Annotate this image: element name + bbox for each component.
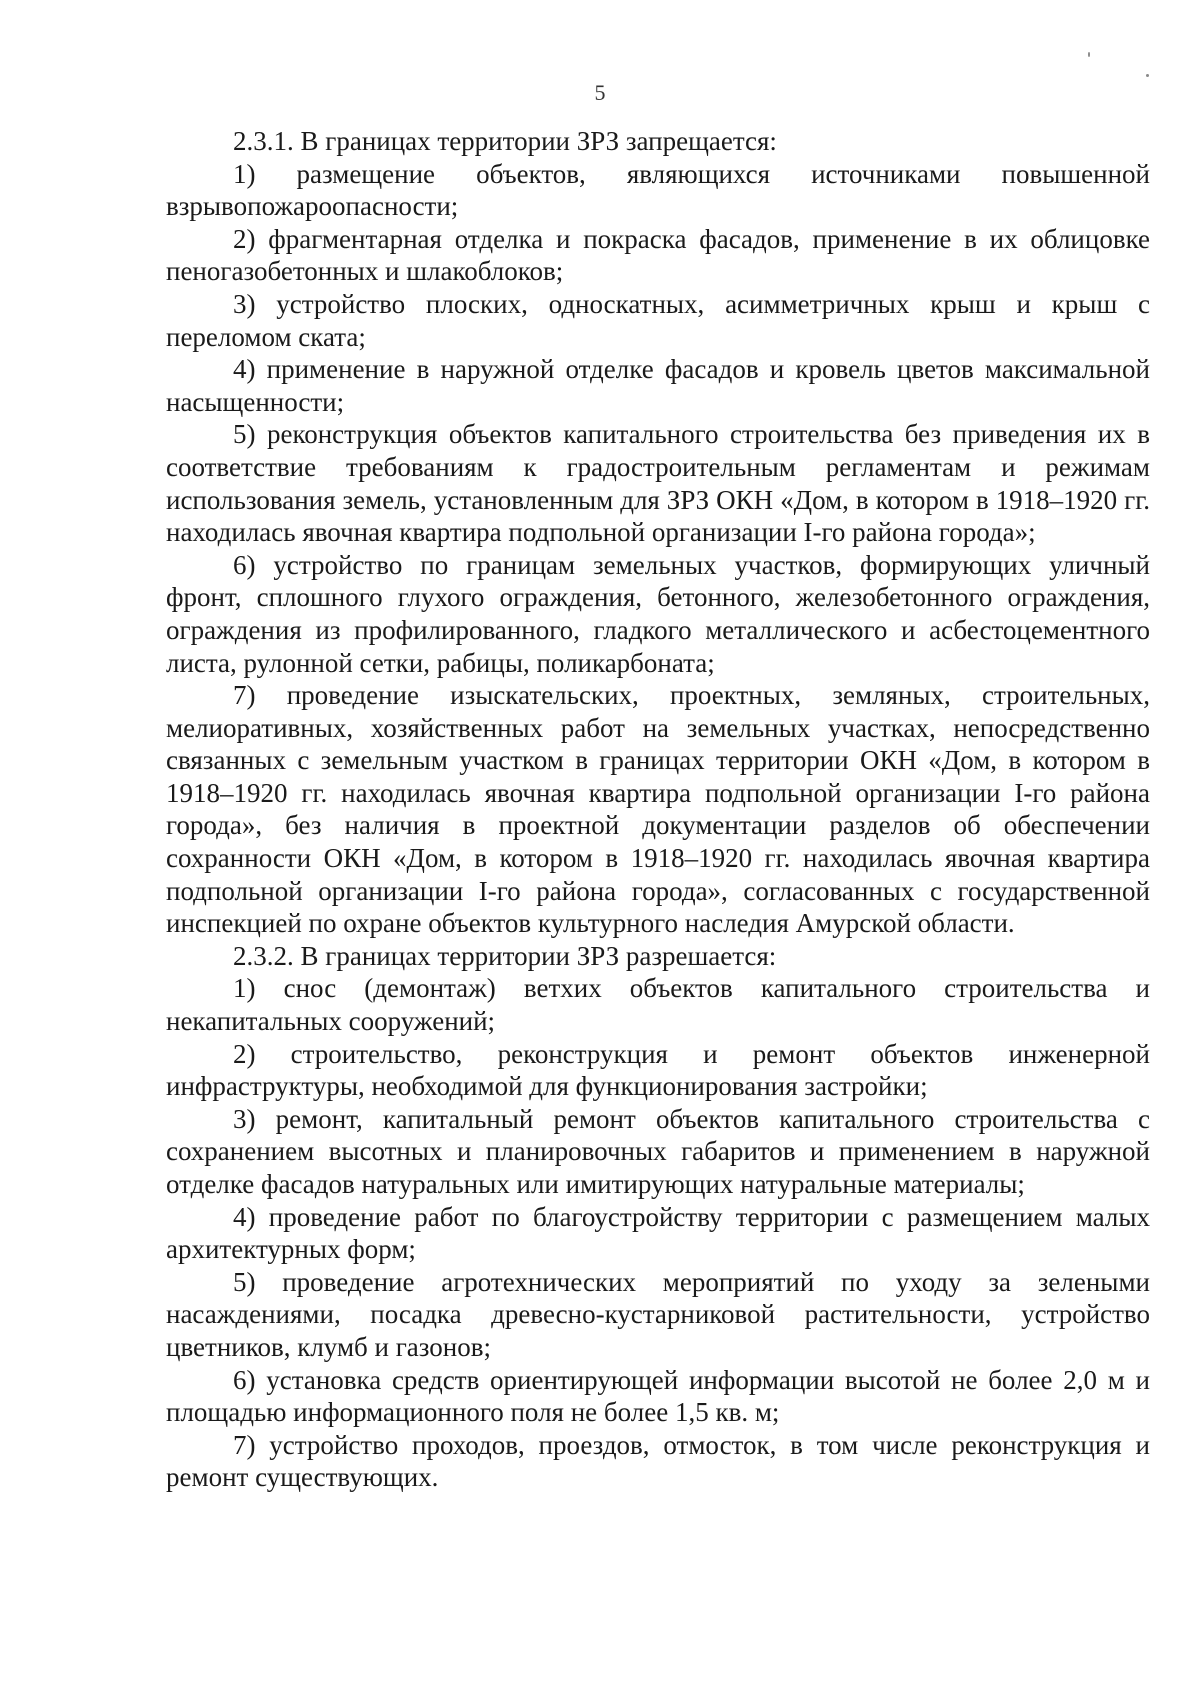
section-heading: 2.3.1. В границах территории ЗРЗ запрещается: [233,126,777,156]
list-item: 3) ремонт, капитальный ремонт объектов капитального строительства с сохранением высотных и планировочных габаритов и применением в наружной отделке фасадов натуральных или имитирующих натуральные материалы; [166,1103,1150,1199]
list-item: 7) проведение изыскательских, проектных, земляных, строительных, мелиоративных, хозяйственных работ на земельных участках, непосредственно связанных с земельным участком в границах территории ОКН «Дом, в котором в 1918–1920 гг. находилась явочная квартира подпольной организации I-го района города», без наличия в проектной документации разделов об обеспечении сохранности ОКН «Дом, в котором в 1918–1920 гг. находилась явочная квартира подпольной организации I-го района города», согласованных с государственной инспекцией по охране объектов культурного наследия Амурской области. [166,680,1150,939]
list-item: 6) устройство по границам земельных участков, формирующих уличный фронт, сплошного глухого ограждения, бетонного, железобетонного ограждения, ограждения из профилированного, гладкого металлического и асбестоцементного листа, рулонной сетки, рабицы, поликарбоната; [166,549,1150,678]
document-body [166,125,1150,1494]
list-item: 2) строительство, реконструкция и ремонт объектов инженерной инфраструктуры, необходимой для функционирования застройки; [166,1038,1150,1102]
list-item: 1) снос (демонтаж) ветхих объектов капитального строительства и некапитальных сооружений; [166,973,1150,1037]
scan-mark [1146,74,1149,77]
list-item: 1) размещение объектов, являющихся источниками повышенной взрывопожароопасности; [166,158,1150,222]
scan-mark [1088,52,1090,57]
list-item: 4) проведение работ по благоустройству территории с размещением малых архитектурных форм; [166,1201,1150,1265]
page-number: 5 [594,80,606,105]
list-item: 5) проведение агротехнических мероприятий по уходу за зелеными насаждениями, посадка древесно-кустарниковой растительности, устройство цветников, клумб и газонов; [166,1266,1150,1362]
list-item: 6) установка средств ориентирующей информации высотой не более 2,0 м и площадью информационного поля не более 1,5 кв. м; [166,1364,1150,1428]
list-item: 4) применение в наружной отделке фасадов и кровель цветов максимальной насыщенности; [166,354,1150,417]
section-heading: 2.3.2. В границах территории ЗРЗ разрешается: [233,940,777,971]
list-item: 7) устройство проходов, проездов, отмосток, в том числе реконструкция и ремонт существующих. [166,1429,1150,1493]
list-item: 3) устройство плоских, односкатных, асимметричных крыш и крыш с переломом ската; [166,288,1150,352]
list-item: 2) фрагментарная отделка и покраска фасадов, применение в их облицовке пеногазобетонных и шлакоблоков; [166,223,1150,287]
list-item: 5) реконструкция объектов капитального строительства без приведения их в соответствие требованиям к градостроительным регламентам и режимам использования земель, установленным для ЗРЗ ОКН «Дом, в котором в 1918–1920 гг. находилась явочная квартира подпольной организации I-го района города»; [166,419,1150,548]
